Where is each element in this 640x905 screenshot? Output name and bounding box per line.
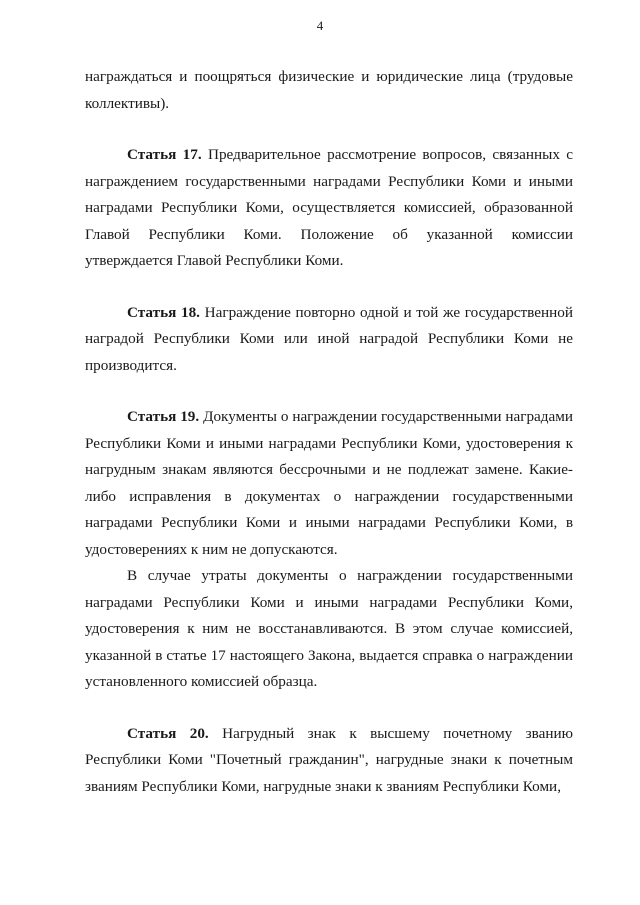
document-body	[85, 64, 573, 800]
article-17-text: Предварительное рассмотрение вопросов, связанных с награждением государственными наградами Республики Коми и иными наградами Республики Коми, осуществляется комиссией, образованной Главой Республики Коми. Положение об указанной комиссии утверждается Главой Республики Коми.	[85, 146, 573, 269]
article-19-label: Статья 19.	[127, 408, 200, 425]
article-19-text: Документы о награждении государственными наградами Республики Коми и иными наградами Республики Коми, удостоверения к нагрудным знакам являются бессрочными и не подлежат замене. Какие-либо исправления в документах о награждении государственными наградами Республики Коми и иными наградами Республики Коми, в удостоверениях к ним не допускаются.	[85, 408, 573, 558]
article-20-text: Нагрудный знак к высшему почетному званию Республики Коми "Почетный гражданин", нагрудные знаки к почетным званиям Республики Коми, нагрудные знаки к званиям Республики Коми,	[85, 724, 573, 795]
article-20	[85, 721, 573, 801]
article-17-label: Статья 17.	[127, 146, 202, 163]
article-20-label: Статья 20.	[127, 724, 209, 742]
article-18-label: Статья 18.	[127, 303, 200, 321]
article-18-text: Награждение повторно одной и той же государственной наградой Республики Коми или иной наградой Республики Коми не производится.	[85, 303, 573, 374]
paragraph-continuation	[85, 64, 573, 117]
article-18	[85, 300, 573, 380]
page-number: 4	[316, 18, 324, 33]
paragraph-text: В случае утраты документы о награждении государственными наградами Республики Коми и иными наградами Республики Коми, удостоверения к ним не восстанавливаются. В этом случае комиссией, указанной в статье 17 настоящего Закона, выдается справка о награждении установленного комиссией образца.	[85, 567, 573, 690]
article-17	[85, 142, 573, 275]
paragraph-text: награждаться и поощряться физические и юридические лица (трудовые коллективы).	[85, 68, 573, 112]
article-19-paragraph-2	[85, 563, 573, 696]
article-19	[85, 404, 573, 563]
